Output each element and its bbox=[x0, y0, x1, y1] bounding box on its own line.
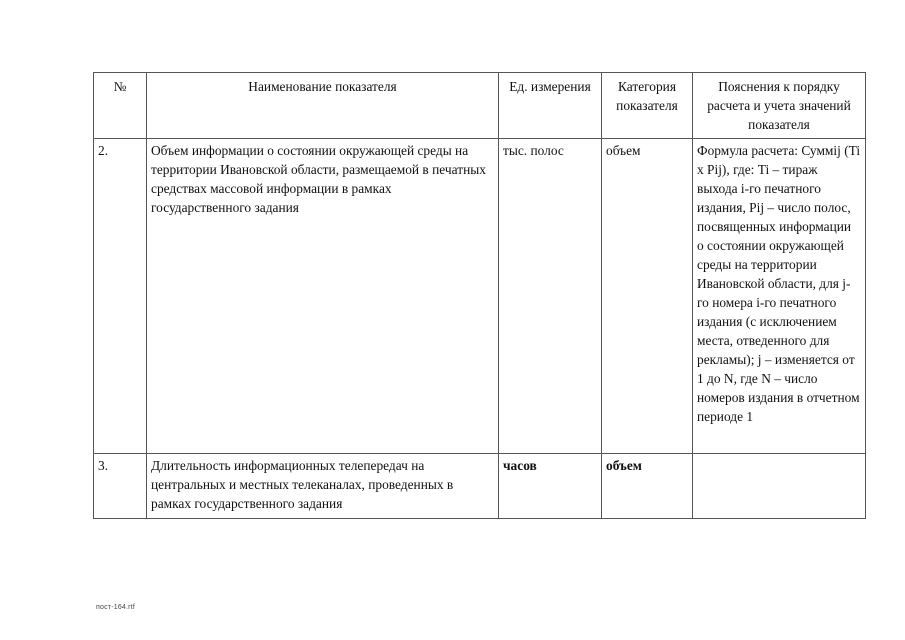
row-num: 2. bbox=[94, 139, 147, 454]
row-explanation bbox=[693, 454, 866, 519]
row-unit: часов bbox=[499, 454, 602, 519]
header-name: Наименование показателя bbox=[147, 73, 499, 139]
row-unit: тыс. полос bbox=[499, 139, 602, 454]
row-num: 3. bbox=[94, 454, 147, 519]
header-category: Категория показателя bbox=[602, 73, 693, 139]
row-explanation: Формула расчета: Суммij (Ti x Pij), где: Ti – тираж выхода i-го печатного издания, Pij – число полос, посвященных информации о состоянии окружающей среды на территории Ивановской области, для j-го номера i-го печатного издания (с исключением места, отведенного для рекламы); j – изменяется от 1 до N, где N – число номеров издания в отчетном периоде 1 bbox=[693, 139, 866, 454]
table-header-row bbox=[94, 73, 866, 139]
row-indicator-name: Длительность информационных телепередач на центральных и местных телеканалах, проведенных в рамках государственного задания bbox=[147, 454, 499, 519]
table-row bbox=[94, 139, 866, 454]
table-row bbox=[94, 454, 866, 519]
header-unit: Ед. измерения bbox=[499, 73, 602, 139]
row-category: объем bbox=[602, 454, 693, 519]
header-explanation: Пояснения к порядку расчета и учета значений показателя bbox=[693, 73, 866, 139]
file-name-mark: пост-164.rtf bbox=[96, 604, 135, 611]
row-category: объем bbox=[602, 139, 693, 454]
indicators-table bbox=[93, 72, 866, 519]
header-num: № bbox=[94, 73, 147, 139]
row-indicator-name: Объем информации о состоянии окружающей среды на территории Ивановской области, размещаемой в печатных средствах массовой информации в рамках государственного задания bbox=[147, 139, 499, 454]
